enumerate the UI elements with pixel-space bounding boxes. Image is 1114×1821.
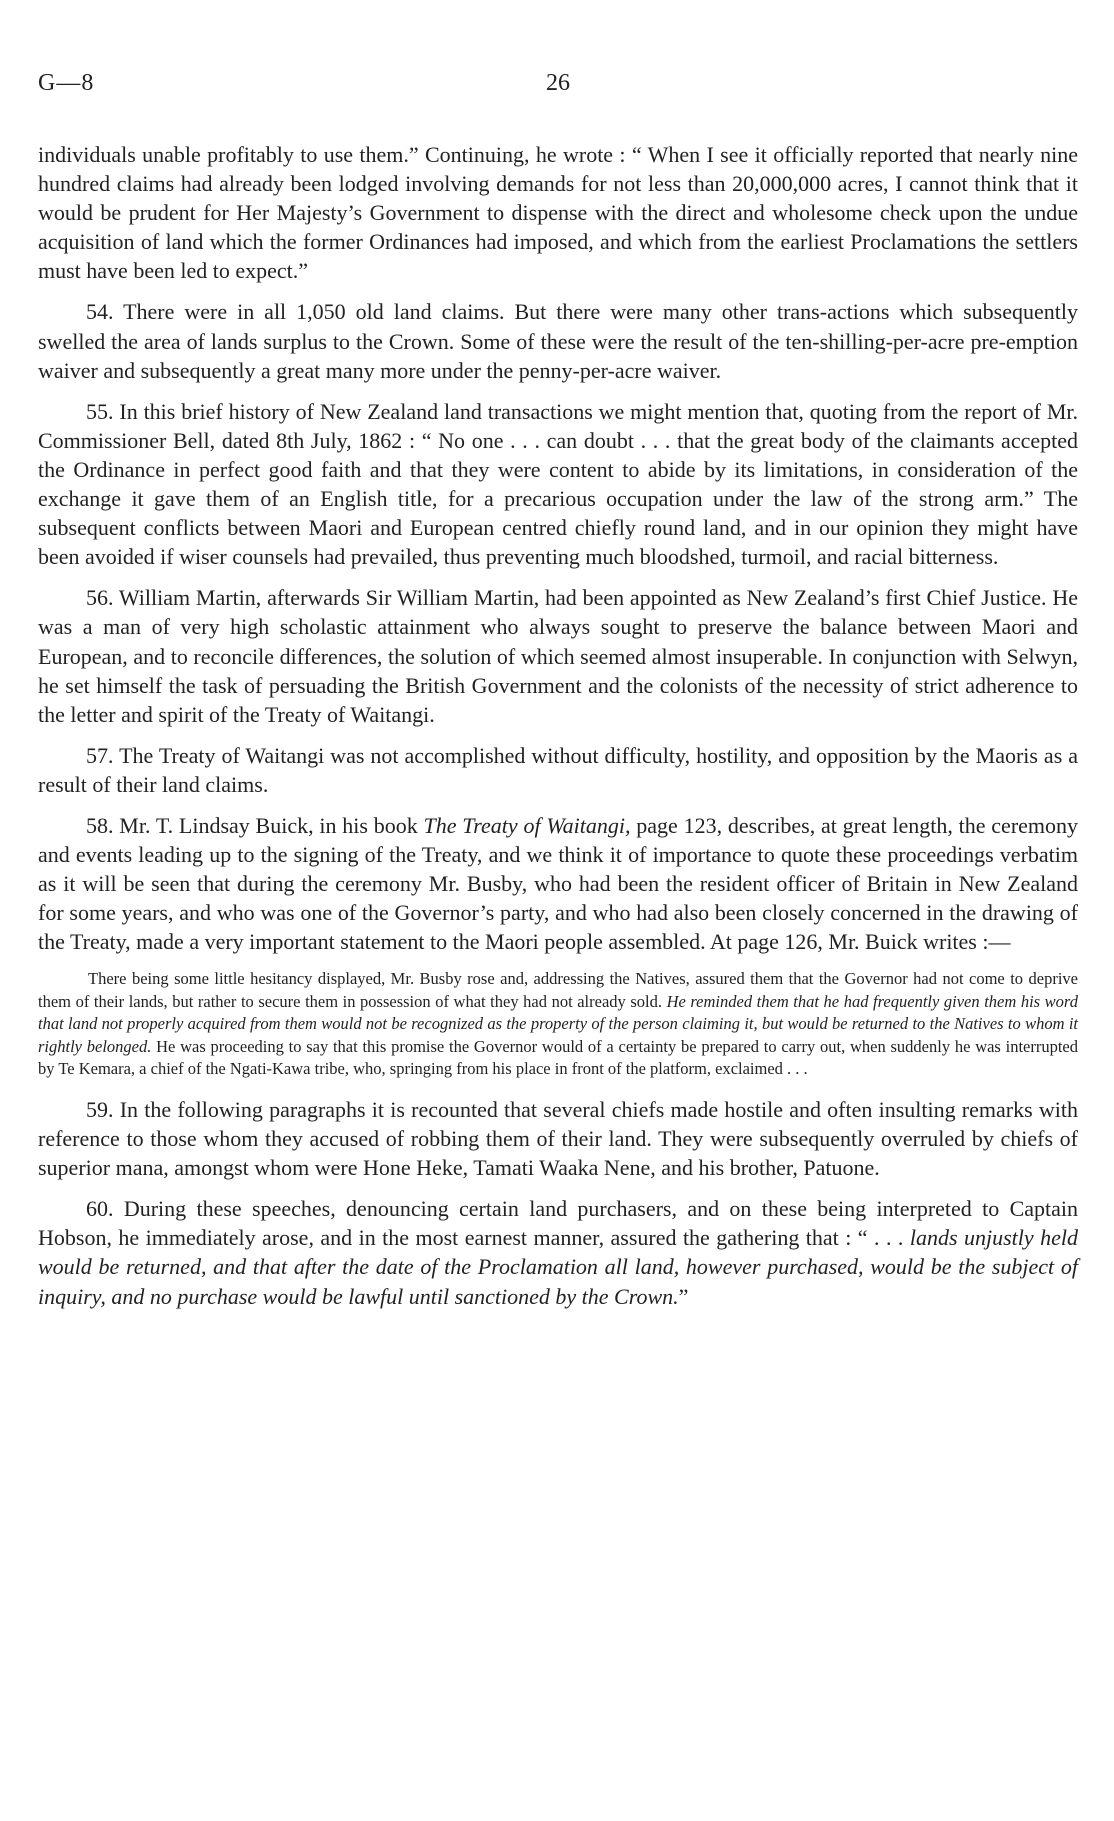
block-quote (38, 968, 1078, 1081)
paragraph-54 (38, 297, 1078, 384)
text-segment: 58. Mr. T. Lindsay Buick, in his book (86, 812, 424, 838)
paragraph-55 (38, 397, 1078, 572)
report-reference: G—8 (38, 70, 95, 96)
text-segment: 59. In the following paragraphs it is recounted that several chiefs made hostile and often insulting remarks with reference to those whom they accused of robbing them of their land. They were subsequently overruled by chiefs of superior mana, amongst whom were Hone Heke, Tamati Waaka Nene, and his brother, Patuone. (38, 1096, 1078, 1181)
text-segment: page 123, describes, at great length, the ceremony and events leading up to the signing of the Treaty, and we think it of importance to quote these proceedings verbatim as it will be seen that during the ceremony Mr. Busby, who had been the resident officer of Britain in New Zealand for some years, and who was one of the Governor’s party, and who had also been closely concerned in the drawing of the Treaty, made a very important statement to the Maori people assembled. At page 126, Mr. Buick writes :— (38, 812, 1079, 955)
text-segment: 56. William Martin, afterwards Sir William Martin, had been appointed as New Zealand’s first Chief Justice. He was a man of very high scholastic attainment who always sought to preserve the balance between Maori and European, and to reconcile differences, the solution of which seemed almost insuperable. In conjunction with Selwyn, he set himself the task of persuading the British Government and the colonists of the necessity of strict adherence to the letter and spirit of the Treaty of Waitangi. (38, 585, 1078, 727)
body-text (38, 140, 1078, 1323)
paragraph-56 (38, 583, 1078, 728)
text-segment: There being some little hesitancy displayed, Mr. Busby rose and, addressing the Natives, assured them that the Governor had not come to deprive them of their lands, but rather to secure them in possession of what they had not already sold. (38, 969, 1078, 1011)
text-segment: 60. During these speeches, denouncing certain land purchasers, and on these being interpreted to Captain Hobson, he immediately arose, and in the most earnest manner, assured the gathering that : “ . . . (38, 1196, 1078, 1251)
text-segment: individuals unable profitably to use them.” Continuing, he wrote : “ When I see it officially reported that nearly nine hundred claims had already been lodged involving demands for not less than 20,000,000 acres, I cannot think that it would be prudent for Her Majesty’s Government to dispense with the direct and wholesome check upon the undue acquisition of land which the former Ordinances had imposed, and which from the earliest Proclamations the settlers must have been led to expect.” (38, 142, 1078, 284)
text-segment: ” (678, 1283, 689, 1309)
italic-emphasis: He reminded them that he had frequently given them his word that land not properly acquired from them would not be recognized as the property of the person claiming it, but would be returned to the Natives to whom it rightly belonged. (38, 991, 1078, 1056)
paragraph-60 (38, 1194, 1078, 1310)
text-segment: 55. In this brief history of New Zealand land transactions we might mention that, quoting from the report of Mr. Commissioner Bell, dated 8th July, 1862 : “ No one . . . can doubt . . . that the great body of the claimants accepted the Ordinance in perfect good faith and that they were content to abide by its limitations, in consideration of the exchange it gave them of an English title, for a precarious occupation under the law of the strong arm.” The subsequent conflicts between Maori and European centred chiefly round land, and in our opinion they might have been avoided if wiser counsels had prevailed, thus preventing much bloodshed, turmoil, and racial bitterness. (38, 398, 1078, 570)
page-header (38, 70, 1078, 100)
text-segment: 54. There were in all 1,050 old land claims. But there were many other trans-actions which subsequently swelled the area of lands surplus to the Crown. Some of these were the result of the ten-shilling-per-acre pre-emption waiver and subsequently a great many more under the penny-per-acre waiver. (38, 299, 1078, 383)
continued-paragraph (38, 140, 1078, 285)
paragraph-57 (38, 741, 1078, 799)
book-title: The Treaty of Waitangi, (423, 812, 631, 838)
text-segment: 57. The Treaty of Waitangi was not accomplished without difficulty, hostility, and opposition by the Maoris as a result of their land claims. (38, 742, 1078, 797)
italic-emphasis: lands unjustly held would be returned, and that after the date of the Proclamation all land, however purchased, would be the subject of inquiry, and no purchase would be lawful until sanctioned by the Crown. (38, 1225, 1078, 1309)
page-number: 26 (546, 70, 570, 96)
paragraph-58 (38, 811, 1078, 956)
text-segment: He was proceeding to say that this promise the Governor would of a certainty be prepared to carry out, when suddenly he was interrupted by Te Kemara, a chief of the Ngati-Kawa tribe, who, springing from his place in front of the platform, exclaimed . . . (38, 1036, 1079, 1079)
paragraph-59 (38, 1095, 1078, 1182)
